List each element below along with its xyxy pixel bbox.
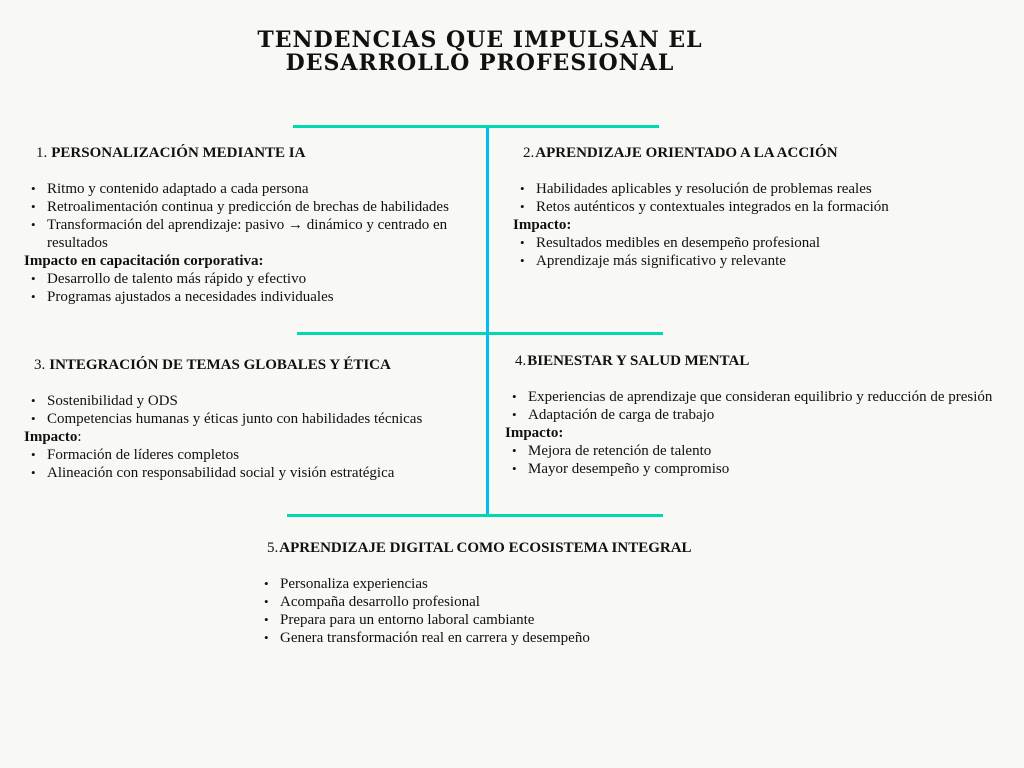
title-line-1: TENDENCIAS QUE IMPULSAN EL (257, 27, 703, 53)
divider-bottom (287, 514, 663, 517)
list-item: • Mayor desempeño y compromiso (505, 460, 995, 478)
list-item: • Sostenibilidad y ODS (24, 392, 494, 410)
bullet-list (513, 180, 983, 216)
section-heading: 1. PERSONALIZACIÓN MEDIANTE IA (36, 145, 306, 161)
bullet-list (257, 575, 777, 647)
list-item: • Programas ajustados a necesidades individuales (24, 288, 489, 306)
bullet-list (505, 388, 995, 424)
impact-list (513, 234, 983, 270)
section-bienestar (505, 352, 995, 478)
section-heading: 2.APRENDIZAJE ORIENTADO A LA ACCIÓN (523, 145, 838, 161)
list-item: • Acompaña desarrollo profesional (257, 593, 777, 611)
list-item: • Transformación del aprendizaje: pasivo → dinámico y centrado en resultados (24, 216, 489, 252)
list-item: • Genera transformación real en carrera y desempeño (257, 629, 777, 647)
section-heading: 4.BIENESTAR Y SALUD MENTAL (515, 353, 750, 369)
title-line-2: DESARROLLO PROFESIONAL (285, 50, 675, 76)
list-item: • Retos auténticos y contextuales integrados en la formación (513, 198, 983, 216)
list-item: • Ritmo y contenido adaptado a cada persona (24, 180, 489, 198)
list-item: • Personaliza experiencias (257, 575, 777, 593)
section-personalizacion (24, 144, 489, 306)
section-aprendizaje-accion (513, 144, 983, 270)
list-item: • Experiencias de aprendizaje que consideran equilibrio y reducción de presión (505, 388, 995, 406)
list-item: • Resultados medibles en desempeño profesional (513, 234, 983, 252)
section-temas-globales (24, 356, 494, 482)
list-item: • Prepara para un entorno laboral cambiante (257, 611, 777, 629)
impact-list (24, 446, 494, 482)
impact-list (505, 442, 995, 478)
divider-top (293, 125, 659, 128)
page-title (230, 29, 730, 75)
bullet-list (24, 180, 489, 252)
list-item: • Alineación con responsabilidad social y visión estratégica (24, 464, 494, 482)
impact-label: Impacto en capacitación corporativa: (24, 253, 264, 269)
list-item: • Adaptación de carga de trabajo (505, 406, 995, 424)
impact-list (24, 270, 489, 306)
section-heading: 3. INTEGRACIÓN DE TEMAS GLOBALES Y ÉTICA (34, 357, 391, 373)
list-item: • Habilidades aplicables y resolución de problemas reales (513, 180, 983, 198)
divider-middle (297, 332, 663, 335)
impact-label: Impacto: (24, 429, 82, 445)
impact-label: Impacto: (513, 217, 572, 233)
list-item: • Formación de líderes completos (24, 446, 494, 464)
bullet-list (24, 392, 494, 428)
list-item: • Mejora de retención de talento (505, 442, 995, 460)
section-heading: 5.APRENDIZAJE DIGITAL COMO ECOSISTEMA INTEGRAL (267, 540, 692, 556)
list-item: • Aprendizaje más significativo y relevante (513, 252, 983, 270)
list-item: • Retroalimentación continua y predicción de brechas de habilidades (24, 198, 489, 216)
list-item: • Desarrollo de talento más rápido y efectivo (24, 270, 489, 288)
section-aprendizaje-digital (257, 539, 777, 647)
list-item: • Competencias humanas y éticas junto con habilidades técnicas (24, 410, 494, 428)
impact-label: Impacto: (505, 425, 564, 441)
